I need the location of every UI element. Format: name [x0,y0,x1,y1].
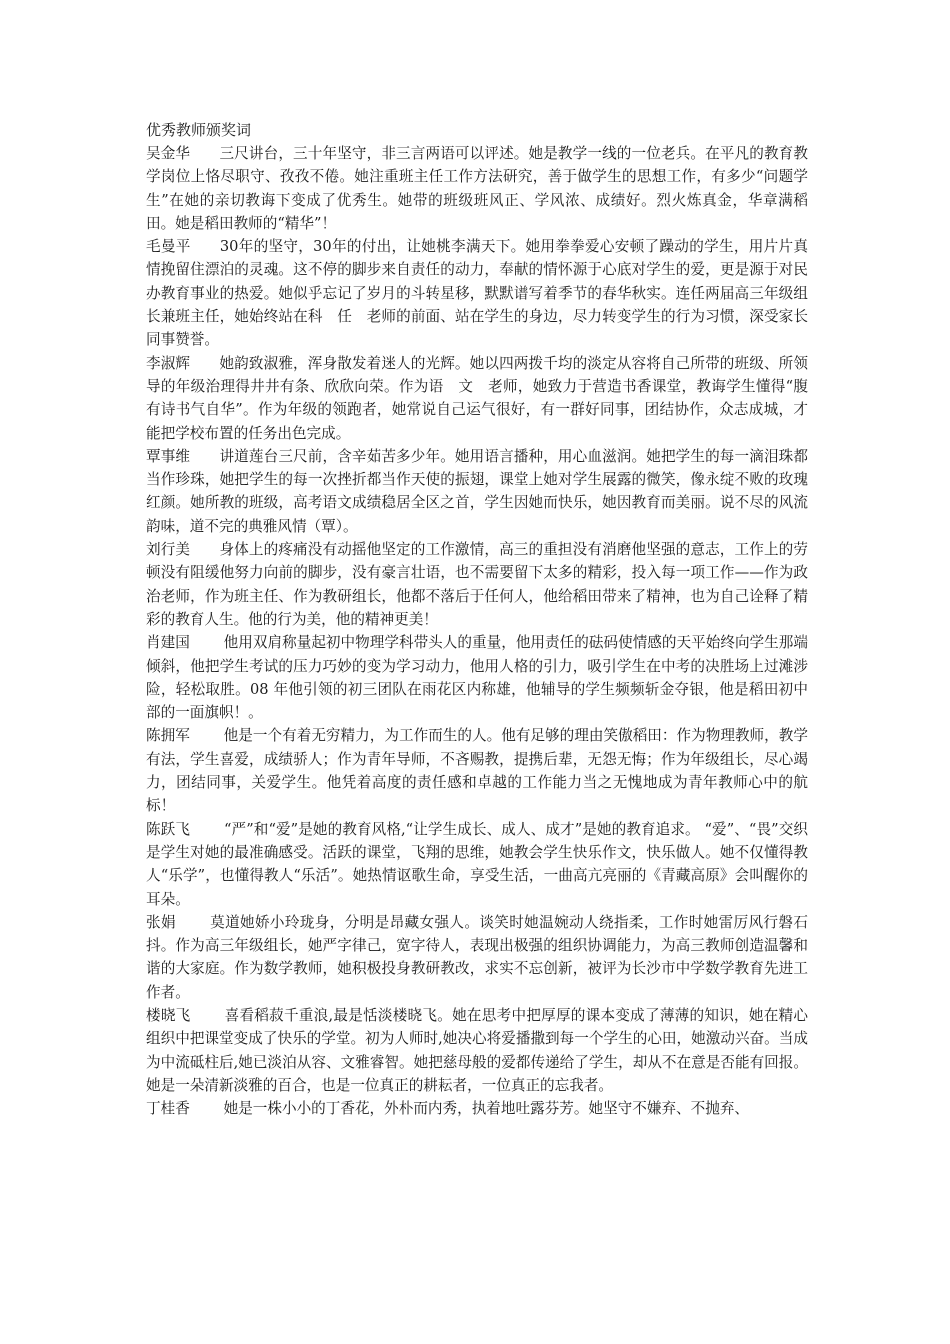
entry-name: 陈拥军 [146,727,190,745]
entry-text: 他是一个有着无穷精力，为工作而生的人。他有足够的理由笑傲稻田：作为物理教师，教学有法，学生喜爱，成绩骄人；作为青年导师，不吝赐教，提携后辈，无怨无悔；作为年级组长，尽心竭力，团结同事，关爱学生。他凭着高度的责任感和卓越的工作能力当之无愧地成为青年教师心中的航标！ [146,727,808,815]
entry-text: 三尺讲台，三十年坚守，非三言两语可以评述。她是教学一线的一位老兵。在平凡的教育教学岗位上恪尽职守、孜孜不倦。她注重班主任工作方法研究，善于做学生的思想工作，有多少“问题学生”在她的亲切教诲下变成了优秀生。她带的班级班风正、学风浓、成绩好。烈火炼真金，华章满稻田。她是稻田教师的“精华”！ [146,145,808,232]
entry-paragraph [146,631,808,724]
entry-name: 刘行美 [146,541,191,559]
entry-paragraph [146,818,808,911]
entry-text: 身体上的疼痛没有动摇他坚定的工作激情，高三的重担没有消磨他坚强的意志，工作上的劳顿没有阻缓他努力向前的脚步，没有豪言壮语，也不需要留下太多的精彩，投入每一项工作——作为政治老师，作为班主任、作为教研组长，他都不落后于任何人，他给稻田带来了精神，也为自己诠释了精彩的教育人生。他的行为美，他的精神更美！ [146,541,808,628]
entry-name: 楼晓飞 [146,1006,191,1024]
entry-name: 丁桂香 [146,1100,190,1118]
entry-text: 30年的坚守，30年的付出，让她桃李满天下。她用拳拳爱心安顿了躁动的学生，用片片真情挽留住漂泊的灵魂。这不停的脚步来自责任的动力，奉献的情怀源于心底对学生的爱，更是源于对民办教育事业的热爱。她似乎忘记了岁月的斗转星移，默默谱写着季节的春华秋实。连任两届高三年级组长兼班主任，她始终站在科 任 老师的前面、站在学生的身边，尽力转变学生的行为习惯，深受家长同事赞誉。 [146,238,808,349]
entry-name: 毛曼平 [146,238,191,256]
entries-list [146,142,808,1120]
entry-text: 讲道莲台三尺前，含辛茹苦多少年。她用语言播种，用心血滋润。她把学生的每一滴泪珠都当作珍珠，她把学生的每一次挫折都当作天使的振翅，课堂上她对学生展露的微笑，像永绽不败的玫瑰红颜。她所教的班级，高考语文成绩稳居全区之首，学生因她而快乐，她因教育而美丽。说不尽的风流韵味，道不完的典雅风情（覃）。 [146,447,808,535]
document-body [146,118,808,1120]
entry-name: 陈跃飞 [146,820,191,838]
entry-paragraph [146,445,808,538]
entry-name: 吴金华 [146,145,191,162]
entry-text: “严”和“爱”是她的教育风格,“让学生成长、成人、成才”是她的教育追求。 “爱”、“畏”交织是学生对她的最准确感受。活跃的课堂，飞翔的思维，她教会学生快乐作文，快乐做人。她不仅懂得教人“乐学”，也懂得教人“乐活”。她热情讴歌生命，享受生活，一曲高亢亮丽的《青藏高原》会叫醒你的耳朵。 [146,820,808,908]
entry-paragraph [146,1097,808,1120]
entry-paragraph [146,142,808,235]
entry-paragraph [146,911,808,1004]
entry-text: 他用双肩称量起初中物理学科带头人的重量，他用责任的砝码使情感的天平始终向学生那端倾斜，他把学生考试的压力巧妙的变为学习动力，他用人格的引力，吸引学生在中考的决胜场上过滩涉险，轻松取胜。08 年他引领的初三团队在雨花区内称雄，他辅导的学生频频斩金夺银，他是稻田初中部的一面旗帜！。 [146,634,808,722]
entry-paragraph [146,235,808,351]
entry-text: 喜看稻菽千重浪,最是恬淡楼晓飞。她在思考中把厚厚的课本变成了薄薄的知识，她在精心组织中把课堂变成了快乐的学堂。初为人师时,她决心将爱播撒到每一个学生的心田，她激动兴奋。当成为中流砥柱后,她已淡泊从容、文雅睿智。她把慈母般的爱都传递给了学生，却从不在意是否能有回报。她是一朵清新淡雅的百合，也是一位真正的耕耘者，一位真正的忘我者。 [146,1006,808,1094]
entry-paragraph [146,724,808,817]
entry-text: 她韵致淑雅，浑身散发着迷人的光辉。她以四两拨千均的淡定从容将自己所带的班级、所领导的年级治理得井井有条、欣欣向荣。作为语 文 老师，她致力于营造书香课堂，教诲学生懂得“腹有诗书气自华”。作为年级的领跑者，她常说自己运气很好，有一群好同事，团结协作，众志成城，才能把学校布置的任务出色完成。 [146,354,808,442]
document-title: 优秀教师颁奖词 [146,121,252,139]
entry-paragraph [146,1004,808,1097]
entry-text: 莫道她娇小玲珑身，分明是昂藏女强人。谈笑时她温婉动人绕指柔，工作时她雷厉风行磐石抖。作为高三年级组长，她严字律己，宽字待人，表现出极强的组织协调能力，为高三教师创造温馨和谐的大家庭。作为数学教师，她积极投身教研教改，求实不忘创新，被评为长沙市中学数学教育先进工作者。 [146,913,808,1001]
entry-paragraph [146,538,808,631]
entry-text: 她是一株小小的丁香花，外朴而内秀，执着地吐露芬芳。她坚守不嫌弃、不抛弃、 [218,1100,750,1118]
entry-name: 肖建国 [146,634,190,652]
entry-name: 覃事维 [146,447,191,465]
entry-name: 张娟 [146,913,176,931]
entry-name: 李淑辉 [146,354,191,372]
entry-paragraph [146,352,808,445]
